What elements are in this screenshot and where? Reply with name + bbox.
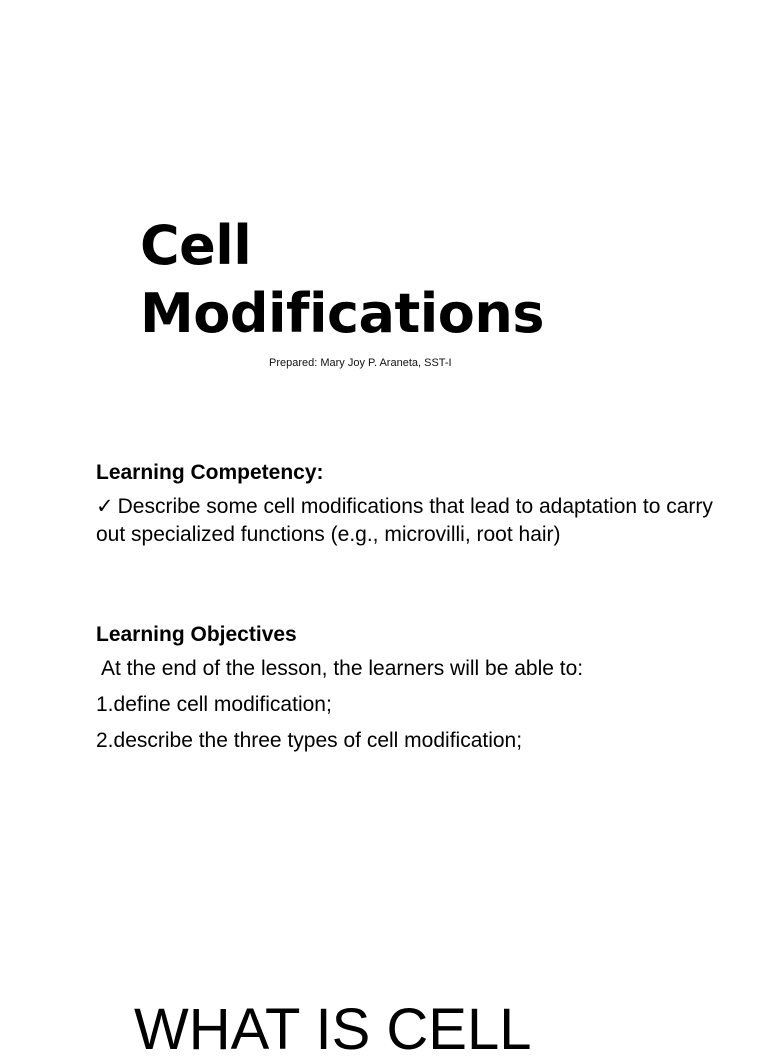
objective-item-1: 1.define cell modification; [96, 693, 332, 716]
next-slide-title-partial: WHAT IS CELL [134, 997, 532, 1062]
competency-heading: Learning Competency: [96, 461, 324, 484]
competency-description: Describe some cell modifications that lead to adaptation to carry out specialized functions (e.g., microvilli, root hair) [96, 495, 713, 546]
objective-item-2: 2.describe the three types of cell modification; [96, 729, 523, 752]
learning-objectives-section [96, 621, 716, 763]
title-block [140, 212, 700, 348]
slide-title-line-2: Modifications [140, 282, 544, 345]
learning-competency-section [96, 459, 716, 549]
slide-title-line-1: Cell [140, 214, 252, 277]
objectives-intro: At the end of the lesson, the learners will be able to: [101, 657, 584, 680]
prepared-by-byline: Prepared: Mary Joy P. Araneta, SST-I [269, 357, 452, 369]
objectives-heading: Learning Objectives [96, 623, 297, 646]
competency-text [96, 493, 716, 549]
checkmark-icon: ✓ [96, 495, 114, 518]
